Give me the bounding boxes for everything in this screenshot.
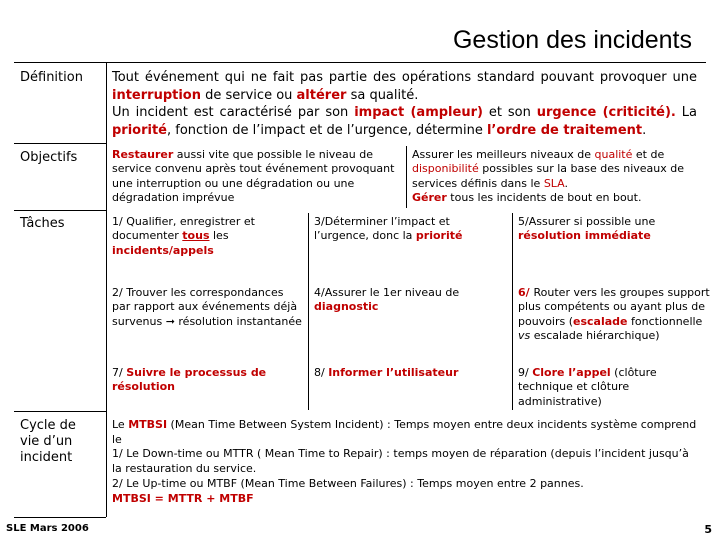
divider: [406, 146, 407, 208]
tache-8: 8/ Informer l’utilisateur: [314, 366, 459, 379]
tache-3: 3/Déterminer l’impact et l’urgence, donc la priorité: [314, 215, 463, 243]
tache-9: 9/ Clore l’appel (clôture technique et clôture administrative): [518, 366, 657, 408]
label-taches: Tâches: [20, 216, 65, 231]
label-objectifs: Objectifs: [20, 150, 78, 165]
divider: [106, 62, 107, 517]
divider: [14, 143, 106, 144]
tache-1: 1/ Qualifier, enregistrer et documenter tous les incidents/appels: [112, 215, 255, 257]
label-definition: Définition: [20, 70, 83, 85]
objectif-assurer: Assurer les meilleurs niveaux de qualité et de disponibilité possibles sur la base des niveaux de services définis dans le SLA. Gérer tous les incidents de bout en bout.: [412, 148, 684, 204]
footer-text: SLE Mars 2006: [6, 523, 89, 534]
page-title: Gestion des incidents: [452, 26, 692, 54]
divider: [308, 213, 309, 410]
title-divider: [14, 62, 706, 63]
definition-text: Tout événement qui ne fait pas partie des opérations standard pouvant provoquer une interruption de service ou altérer sa qualité. Un incident est caractérisé par son impact (ampleur) et son urgence (criticité). La priorité, fonction de l’impact et de l’urgence, détermine l’ordre de traitement.: [112, 70, 697, 138]
page-number: 5: [704, 523, 712, 536]
tache-2: 2/ Trouver les correspondances par rapport aux événements déjà survenus ➞ résolution instantanée: [112, 286, 302, 328]
divider: [14, 411, 106, 412]
label-cycle: Cycle de vie d’un incident: [20, 418, 76, 465]
divider: [14, 517, 106, 518]
tache-6: 6/ Router vers les groupes support plus compétents ou ayant plus de pouvoirs (escalade fonctionnelle vs escalade hiérarchique): [518, 286, 710, 342]
tache-7: 7/ Suivre le processus de résolution: [112, 366, 267, 394]
tache-5: 5/Assurer si possible une résolution immédiate: [518, 215, 656, 243]
arrow-right-icon: ➞: [165, 314, 175, 328]
cycle-text: Le MTBSI (Mean Time Between System Incident) : Temps moyen entre deux incidents système comprend le 1/ Le Down-time ou MTTR ( Mean Time to Repair) : temps moyen de réparation (depuis l’incident jusqu’à la restauration du service. 2/ Le Up-time ou MTBF (Mean Time Between Failures) : Temps moyen entre 2 pannes. MTBSI = MTTR + MTBF: [112, 418, 697, 505]
divider: [14, 210, 106, 211]
objectif-restaurer: Restaurer aussi vite que possible le niveau de service convenu après tout événement provoquant une interruption ou une dégradation ou une dégradation imprévue: [112, 148, 395, 204]
divider: [512, 213, 513, 410]
tache-4: 4/Assurer le 1er niveau de diagnostic: [314, 286, 460, 314]
